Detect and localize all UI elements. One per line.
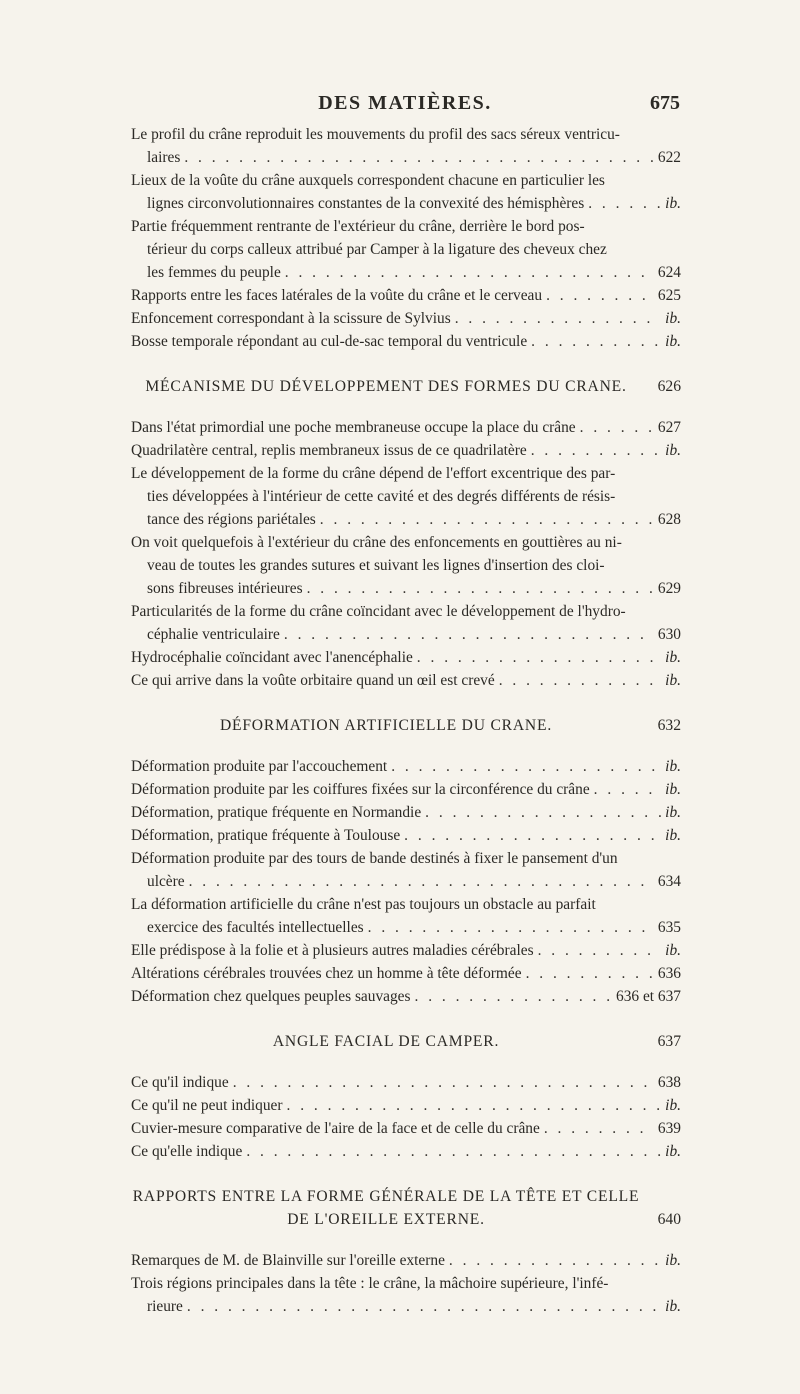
toc-entry [131, 416, 681, 439]
dot-leader [368, 916, 654, 939]
toc-entry-text: Dans l'état primordial une poche membraneuse occupe la place du crâne [131, 419, 576, 436]
toc-entry-line: Le profil du crâne reproduit les mouvements du profil des sacs séreux ventricu- [131, 126, 620, 143]
toc-entry-text: Ce qui arrive dans la voûte orbitaire quand un œil est crevé [131, 672, 495, 689]
section-heading-angle-facial [131, 1030, 681, 1053]
section-heading-deformation [131, 714, 681, 737]
section-heading-rapports [131, 1185, 681, 1231]
toc-entry [131, 778, 681, 801]
toc-entry-line: ties développées à l'intérieur de cette cavité et des degrés différents de résis- [147, 488, 616, 505]
toc-entry-text: lignes circonvolutionnaires constantes de la convexité des hémisphères [147, 195, 585, 212]
toc-entry [131, 893, 681, 939]
toc-entry-text: Rapports entre les faces latérales de la voûte du crâne et le cerveau [131, 287, 543, 304]
dot-leader [233, 1071, 654, 1094]
toc-entry [131, 1071, 681, 1094]
toc-entry [131, 669, 681, 692]
toc-entry-last-line [131, 284, 681, 307]
page-reference: 639 [657, 1120, 681, 1137]
toc-entry-text: céphalie ventriculaire [147, 626, 280, 643]
toc-entry-last-line [147, 261, 681, 284]
entries-block-2 [131, 416, 681, 692]
toc-entry-last-line [131, 962, 681, 985]
toc-entry-last-line [147, 1295, 681, 1318]
dot-leader [531, 439, 661, 462]
toc-entry-text: Ce qu'elle indique [131, 1143, 243, 1160]
toc-entry-last-line [131, 755, 681, 778]
toc-entry-text: ulcère [147, 873, 185, 890]
toc-entry-line: On voit quelquefois à l'extérieur du crâne des enfoncements en gouttières au ni- [131, 534, 622, 551]
dot-leader [287, 1094, 662, 1117]
toc-entry-last-line [131, 1140, 681, 1163]
toc-entry-line: Particularités de la forme du crâne coïncidant avec le développement de l'hydro- [131, 603, 626, 620]
toc-entry [131, 1117, 681, 1140]
toc-entry-last-line [131, 669, 681, 692]
page-reference: 638 [657, 1074, 681, 1091]
dot-leader [246, 1140, 661, 1163]
toc-entry [131, 284, 681, 307]
toc-entry-text: Hydrocéphalie coïncidant avec l'anencéphalie [131, 649, 413, 666]
toc-entry [131, 985, 681, 1008]
page-reference: ib. [665, 758, 681, 775]
toc-entry [131, 600, 681, 646]
toc-entry [131, 1272, 681, 1318]
toc-entry-last-line [131, 939, 681, 962]
toc-entry [131, 847, 681, 893]
toc-entry-last-line [131, 330, 681, 353]
dot-leader [307, 577, 654, 600]
section-page: 637 [657, 1033, 681, 1050]
toc-entry-text: les femmes du peuple [147, 264, 281, 281]
dot-leader [187, 1295, 661, 1318]
page-reference: ib. [665, 1298, 681, 1315]
toc-entry-line: veau de toutes les grandes sutures et suivant les lignes d'insertion des cloi- [147, 557, 605, 574]
section-title: MÉCANISME DU DÉVELOPPEMENT DES FORMES DU CRANE. [145, 378, 627, 395]
toc-entry-last-line [131, 985, 681, 1008]
dot-leader [391, 755, 661, 778]
section-page: 626 [657, 378, 681, 395]
toc-entry-text: sons fibreuses intérieures [147, 580, 303, 597]
toc-entry-text: Quadrilatère central, replis membraneux issus de ce quadrilatère [131, 442, 527, 459]
toc-entry-text: exercice des facultés intellectuelles [147, 919, 364, 936]
toc-entry-text: Remarques de M. de Blainville sur l'oreille externe [131, 1252, 445, 1269]
toc-entry-text: Déformation produite par l'accouchement [131, 758, 388, 775]
page-reference: ib. [665, 333, 681, 350]
dot-leader [455, 307, 661, 330]
toc-entry-last-line [131, 1249, 681, 1272]
toc-entry-text: tance des régions pariétales [147, 511, 316, 528]
toc-entry-line: La déformation artificielle du crâne n'est pas toujours un obstacle au parfait [131, 896, 596, 913]
page-reference: ib. [665, 942, 681, 959]
page-reference: 624 [657, 264, 681, 281]
toc-entry [131, 215, 681, 284]
entries-block-1 [131, 123, 681, 353]
page-number: 675 [650, 92, 680, 114]
running-head [130, 92, 680, 122]
toc-entry-text: Ce qu'il ne peut indiquer [131, 1097, 283, 1114]
table-of-contents [131, 123, 681, 1318]
toc-entry [131, 824, 681, 847]
entries-block-4 [131, 1071, 681, 1163]
toc-entry-text: Bosse temporale répondant au cul-de-sac temporal du ventricule [131, 333, 528, 350]
page-reference: 634 [657, 873, 681, 890]
entries-block-3 [131, 755, 681, 1008]
page-reference: 630 [657, 626, 681, 643]
page-reference: 627 [657, 419, 681, 436]
page-reference: ib. [665, 442, 681, 459]
toc-entry-last-line [131, 439, 681, 462]
page-reference: 625 [657, 287, 681, 304]
toc-entry [131, 1140, 681, 1163]
entries-block-5 [131, 1249, 681, 1318]
toc-entry [131, 123, 681, 169]
toc-entry-text: Elle prédispose à la folie et à plusieurs autres maladies cérébrales [131, 942, 534, 959]
toc-entry-last-line [147, 577, 681, 600]
dot-leader [404, 824, 661, 847]
dot-leader [546, 284, 654, 307]
toc-entry-line: Trois régions principales dans la tête : le crâne, la mâchoire supérieure, l'infé- [131, 1275, 609, 1292]
dot-leader [284, 623, 654, 646]
toc-entry [131, 962, 681, 985]
toc-entry-line: Le développement de la forme du crâne dépend de l'effort excentrique des par- [131, 465, 616, 482]
toc-entry [131, 330, 681, 353]
page-reference: ib. [665, 1143, 681, 1160]
dot-leader [184, 146, 654, 169]
toc-entry [131, 439, 681, 462]
toc-entry-text: Altérations cérébrales trouvées chez un homme à tête déformée [131, 965, 522, 982]
toc-entry-last-line [131, 1071, 681, 1094]
toc-entry-last-line [131, 307, 681, 330]
toc-entry-text: Déformation produite par les coiffures fixées sur la circonférence du crâne [131, 781, 590, 798]
section-page: 640 [657, 1211, 681, 1228]
toc-entry-last-line [131, 824, 681, 847]
toc-entry [131, 307, 681, 330]
toc-entry-last-line [147, 623, 681, 646]
dot-leader [588, 192, 661, 215]
toc-entry-text: Enfoncement correspondant à la scissure de Sylvius [131, 310, 451, 327]
page-reference: ib. [665, 827, 681, 844]
section-title-line-2: DE L'OREILLE EXTERNE. [287, 1211, 485, 1228]
section-page: 632 [657, 717, 681, 734]
toc-entry-text: Déformation, pratique fréquente à Toulouse [131, 827, 401, 844]
page-reference: ib. [665, 1252, 681, 1269]
dot-leader [449, 1249, 661, 1272]
page-reference: ib. [665, 781, 681, 798]
toc-entry [131, 801, 681, 824]
toc-entry-last-line [147, 870, 681, 893]
toc-entry-last-line [131, 646, 681, 669]
toc-entry-last-line [131, 1117, 681, 1140]
toc-entry [131, 939, 681, 962]
page-reference: ib. [665, 1097, 681, 1114]
dot-leader [189, 870, 654, 893]
toc-entry [131, 1094, 681, 1117]
page-reference: 622 [657, 149, 681, 166]
toc-entry [131, 531, 681, 600]
dot-leader [538, 939, 662, 962]
dot-leader [531, 330, 661, 353]
page-reference: ib. [665, 804, 681, 821]
running-head-title: DES MATIÈRES. [318, 92, 492, 114]
dot-leader [425, 801, 661, 824]
toc-entry-last-line [131, 416, 681, 439]
toc-entry-text: Déformation, pratique fréquente en Normandie [131, 804, 422, 821]
toc-entry-last-line [131, 1094, 681, 1117]
toc-entry [131, 1249, 681, 1272]
toc-entry-text: rieure [147, 1298, 183, 1315]
dot-leader [544, 1117, 654, 1140]
page-reference: ib. [665, 310, 681, 327]
dot-leader [415, 985, 613, 1008]
page-reference: ib. [665, 195, 681, 212]
toc-entry-text: laires [147, 149, 181, 166]
dot-leader [594, 778, 662, 801]
dot-leader [499, 669, 661, 692]
dot-leader [526, 962, 654, 985]
toc-entry-text: Cuvier-mesure comparative de l'aire de la face et de celle du crâne [131, 1120, 540, 1137]
dot-leader [320, 508, 654, 531]
page-reference: 628 [657, 511, 681, 528]
dot-leader [580, 416, 654, 439]
section-title: DÉFORMATION ARTIFICIELLE DU CRANE. [219, 717, 553, 734]
toc-entry-last-line [131, 778, 681, 801]
toc-entry-last-line [131, 801, 681, 824]
page-reference: 629 [657, 580, 681, 597]
toc-entry [131, 462, 681, 531]
toc-entry-line: Lieux de la voûte du crâne auxquels correspondent chacune en particulier les [131, 172, 605, 189]
toc-entry-text: Ce qu'il indique [131, 1074, 229, 1091]
toc-entry-last-line [147, 146, 681, 169]
toc-entry-last-line [147, 508, 681, 531]
page-reference: ib. [665, 672, 681, 689]
page-reference: ib. [665, 649, 681, 666]
toc-entry [131, 755, 681, 778]
section-title-line-1: RAPPORTS ENTRE LA FORME GÉNÉRALE DE LA TÊTE ET CELLE [132, 1188, 640, 1205]
toc-entry-line: Déformation produite par des tours de bande destinés à fixer le pansement d'un [131, 850, 618, 867]
toc-entry-last-line [147, 192, 681, 215]
section-heading-mecanisme [131, 375, 681, 398]
section-title: ANGLE FACIAL DE CAMPER. [272, 1033, 500, 1050]
page-reference: 635 [657, 919, 681, 936]
page-reference: 636 [657, 965, 681, 982]
toc-entry-line: Partie fréquemment rentrante de l'extérieur du crâne, derrière le bord pos- [131, 218, 585, 235]
toc-entry-line: térieur du corps calleux attribué par Camper à la ligature des cheveux chez [147, 241, 607, 258]
dot-leader [285, 261, 654, 284]
dot-leader [417, 646, 661, 669]
toc-entry-last-line [147, 916, 681, 939]
toc-entry-text: Déformation chez quelques peuples sauvages [131, 988, 411, 1005]
page-reference: 636 et 637 [616, 988, 681, 1005]
toc-entry [131, 169, 681, 215]
toc-entry [131, 646, 681, 669]
